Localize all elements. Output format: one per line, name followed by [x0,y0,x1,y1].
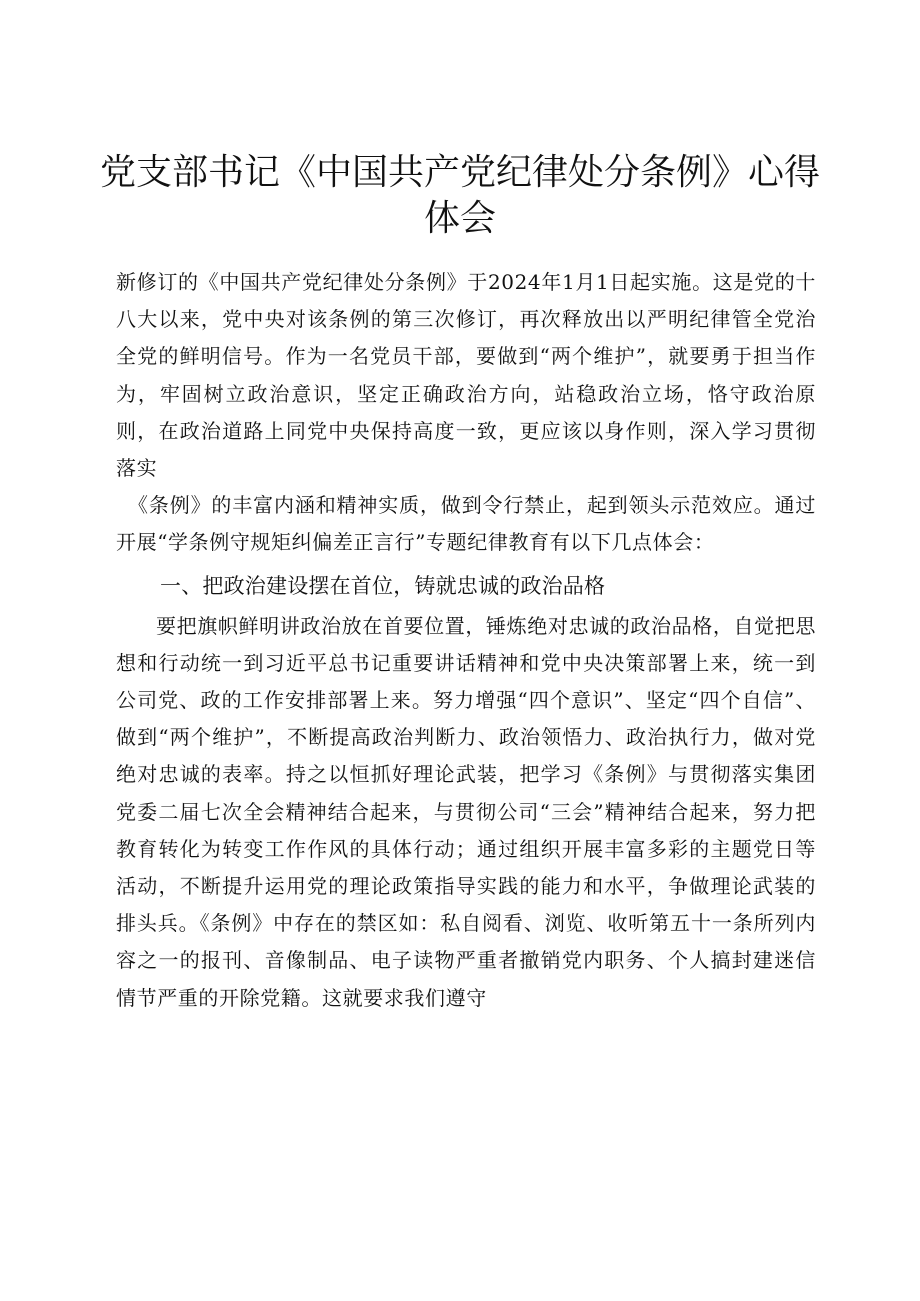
document-body [116,264,816,1017]
document-title: 党支部书记《中国共产党纪律处分条例》心得体会 [100,152,821,239]
paragraph-continuation: 《条例》的丰富内涵和精神实质，做到令行禁止，起到领头示范效应。通过开展“学条例守规矩纠偏差正言行”专题纪律教育有以下几点体会： [116,493,816,555]
section-heading: 一、把政治建设摆在首位，铸就忠诚的政治品格 [160,573,606,598]
paragraph-intro: 新修订的《中国共产党纪律处分条例》于2024年1月1日起实施。这是党的十八大以来，党中央对该条例的第三次修订，再次释放出以严明纪律管全党治全党的鲜明信号。作为一名党员干部，要做到“两个维护”，就要勇于担当作为，牢固树立政治意识，坚定正确政治方向，站稳政治立场，恪守政治原则，在政治道路上同党中央保持高度一致，更应该以身作则，深入学习贯彻落实 [116,270,816,481]
paragraph-section-body: 要把旗帜鲜明讲政治放在首要位置，锤炼绝对忠诚的政治品格，自觉把思想和行动统一到习近平总书记重要讲话精神和党中央决策部署上来，统一到公司党、政的工作安排部署上来。努力增强“四个意识”、坚定“四个自信”、做到“两个维护”，不断提高政治判断力、政治领悟力、政治执行力，做对党绝对忠诚的表率。持之以恒抓好理论武装，把学习《条例》与贯彻落实集团党委二届七次全会精神结合起来，与贯彻公司“三会”精神结合起来，努力把教育转化为转变工作作风的具体行动；通过组织开展丰富多彩的主题党日等活动，不断提升运用党的理论政策指导实践的能力和水平，争做理论武装的排头兵。《条例》中存在的禁区如：私自阅看、浏览、收听第五十一条所列内容之一的报刊、音像制品、电子读物严重者撤销党内职务、个人搞封建迷信情节严重的开除党籍。这就要求我们遵守 [116,613,816,1010]
